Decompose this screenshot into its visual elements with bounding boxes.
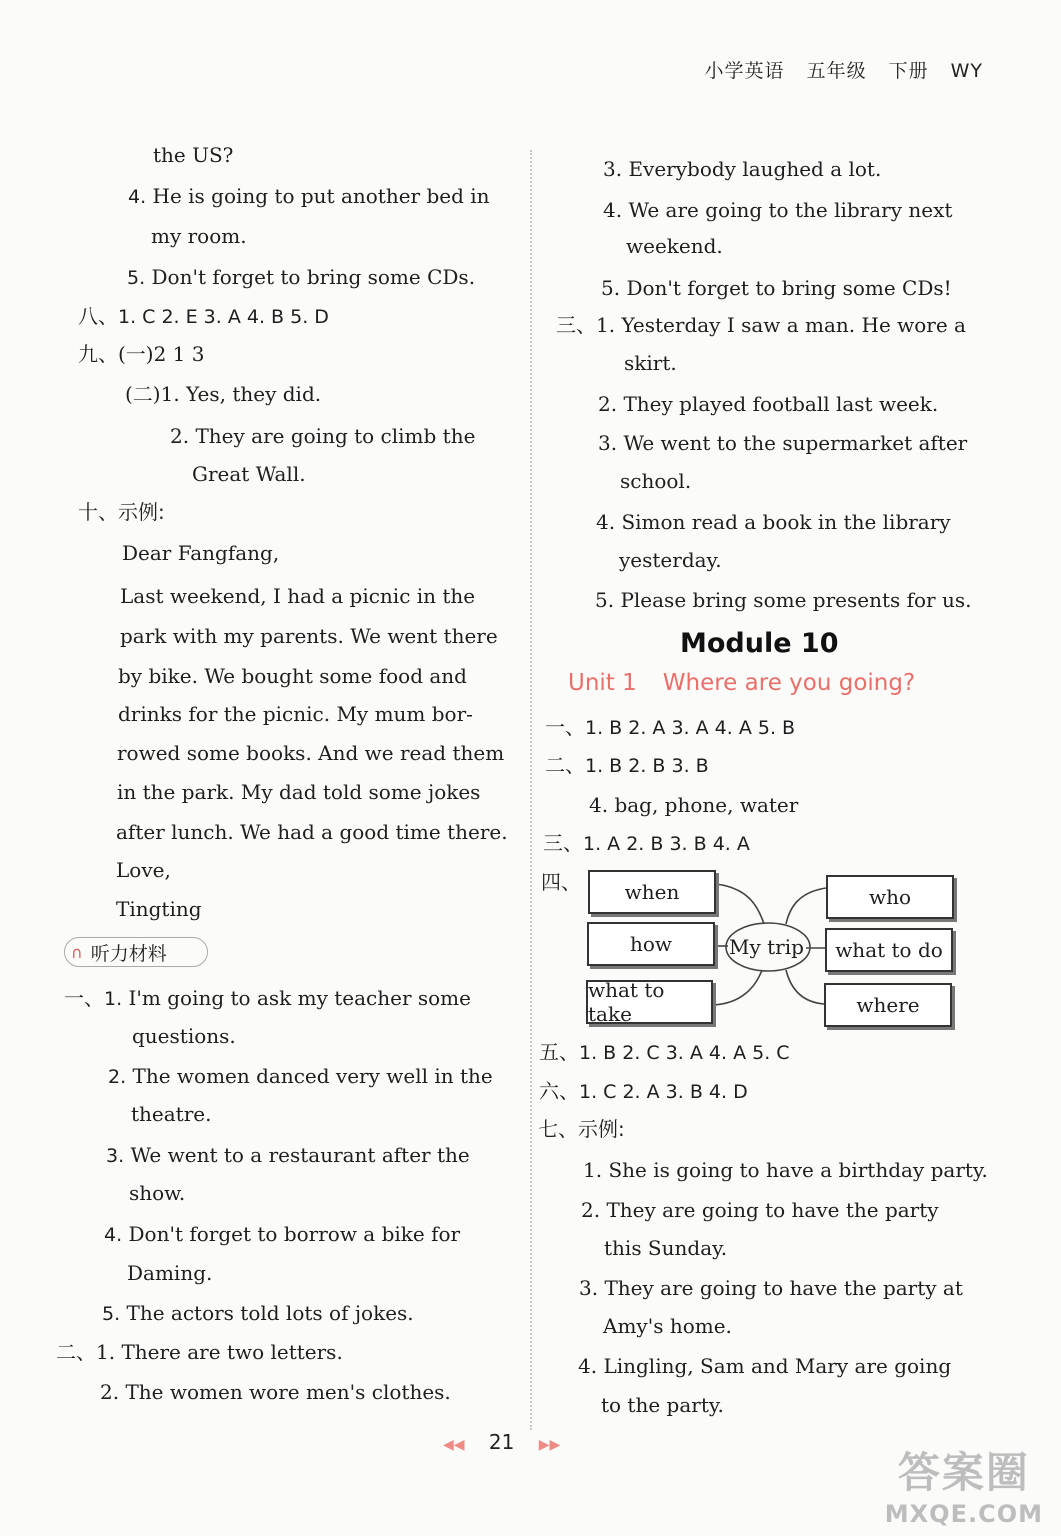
answer-item: 2. They are going to have the party: [581, 1198, 939, 1222]
text-line: the US?: [153, 143, 234, 167]
listening-item: 二、1. There are two letters.: [56, 1340, 343, 1364]
answer-item: 三、1. Yesterday I saw a man. He wore a: [556, 313, 966, 337]
listening-item: 一、1. I'm going to ask my teacher some: [64, 986, 471, 1010]
text-line: 4. bag, phone, water: [589, 793, 799, 817]
answer-section-3: 三、1. A 2. B 3. B 4. A: [543, 831, 750, 855]
mindmap-node-how: how: [587, 922, 715, 966]
unit-title: Unit 1 Where are you going?: [568, 670, 916, 696]
text-line: skirt.: [624, 351, 677, 375]
page-footer: [443, 1430, 560, 1454]
text-line: Great Wall.: [192, 462, 306, 486]
text-line: 4. We are going to the library next: [603, 198, 953, 222]
letter-line: Last weekend, I had a picnic in the: [120, 584, 476, 608]
answer-section-7: 七、示例:: [538, 1117, 625, 1141]
prev-arrows-icon: ◀◀: [443, 1437, 465, 1453]
listening-item: 4. Don't forget to borrow a bike for: [104, 1222, 461, 1246]
mindmap-center: My trip: [729, 935, 804, 959]
section-9: 九、(一)2 1 3: [78, 342, 205, 366]
listening-item: 2. The women wore men's clothes.: [100, 1380, 451, 1404]
mindmap-node-who: who: [826, 875, 954, 919]
answer-item: 4. Lingling, Sam and Mary are going: [578, 1354, 952, 1378]
answer-item: 1. She is going to have a birthday party.: [583, 1158, 988, 1182]
text-line: school.: [620, 469, 692, 493]
text-line: Daming.: [127, 1261, 213, 1285]
section-9-part-2: (二)1. Yes, they did.: [125, 382, 322, 406]
letter-line: park with my parents. We went there: [120, 624, 498, 648]
text-line: 3. Everybody laughed a lot.: [603, 157, 882, 181]
listening-item: 2. The women danced very well in the: [108, 1064, 493, 1088]
mindmap-node-when: when: [588, 870, 716, 914]
answer-item: 3. They are going to have the party at: [579, 1276, 963, 1300]
text-line: weekend.: [626, 234, 723, 258]
letter-line: rowed some books. And we read them: [117, 741, 505, 765]
section-8: 八、1. C 2. E 3. A 4. B 5. D: [78, 304, 329, 328]
listening-item: 5. The actors told lots of jokes.: [102, 1301, 414, 1325]
page-number: 21: [488, 1430, 515, 1454]
text-line: 4. He is going to put another bed in: [128, 184, 490, 208]
listening-item: 3. We went to a restaurant after the: [106, 1143, 470, 1167]
answer-item: 5. Please bring some presents for us.: [595, 588, 972, 612]
answer-section-6: 六、1. C 2. A 3. B 4. D: [539, 1079, 748, 1103]
text-line: 5. Don't forget to bring some CDs!: [601, 276, 952, 300]
letter-line: Dear Fangfang,: [122, 541, 280, 565]
text-line: show.: [129, 1181, 186, 1205]
text-line: my room.: [151, 224, 247, 248]
answer-section-4: 四、: [541, 870, 581, 894]
mindmap-node-what-to-take: what to take: [586, 980, 713, 1024]
headphones-icon: ∩: [71, 942, 83, 962]
listening-material-tag: ∩ 听力材料: [64, 937, 208, 967]
section-10: 十、示例:: [78, 500, 165, 524]
text-line: questions.: [132, 1024, 236, 1048]
text-line: Amy's home.: [603, 1314, 732, 1338]
header-edition: WY: [950, 60, 983, 82]
header-volume: 下册: [888, 60, 929, 82]
letter-line: after lunch. We had a good time there.: [116, 820, 508, 844]
text-line: yesterday.: [619, 548, 722, 572]
mindmap-node-where: where: [824, 983, 952, 1027]
answer-item: 2. They played football last week.: [598, 392, 939, 416]
letter-line: in the park. My dad told some jokes: [117, 780, 481, 804]
answer-item: 4. Simon read a book in the library: [596, 510, 951, 534]
next-arrows-icon: ▶▶: [538, 1437, 561, 1453]
answer-item: 3. We went to the supermarket after: [598, 431, 968, 455]
mindmap-node-what-to-do: what to do: [825, 928, 953, 972]
text-line: theatre.: [131, 1102, 212, 1126]
header-subject: 小学英语: [704, 60, 785, 82]
watermark-logo: 答案圈 MXQE.COM: [884, 1448, 1043, 1528]
answer-section-2: 二、1. B 2. B 3. B: [545, 753, 709, 777]
header-grade: 五年级: [806, 60, 867, 82]
letter-line: drinks for the picnic. My mum bor-: [118, 702, 473, 726]
text-line: this Sunday.: [604, 1236, 728, 1260]
text-line: 5. Don't forget to bring some CDs.: [127, 265, 476, 289]
answer-section-1: 一、1. B 2. A 3. A 4. A 5. B: [545, 715, 796, 739]
text-line: to the party.: [601, 1393, 724, 1417]
text-line: 2. They are going to climb the: [170, 424, 476, 448]
module-title: Module 10: [680, 628, 839, 659]
letter-line: Tingting: [116, 897, 202, 921]
answer-section-5: 五、1. B 2. C 3. A 4. A 5. C: [539, 1040, 790, 1064]
letter-line: by bike. We bought some food and: [118, 664, 467, 688]
letter-line: Love,: [116, 858, 171, 882]
